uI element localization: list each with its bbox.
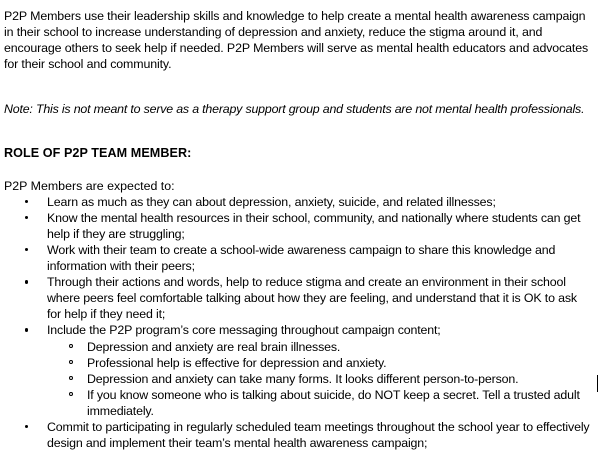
list-item (4, 242, 594, 274)
note-spacer (4, 129, 594, 145)
note-paragraph: Note: This is not meant to serve as a therapy support group and students are not mental health professionals. (4, 101, 585, 116)
sub-list-item-text: If you know someone who is talking about suicide, do NOT keep a secret. Tell a trusted adult immediately. (87, 387, 580, 418)
sub-list-item (47, 387, 594, 419)
list-item (4, 194, 594, 210)
bullet-circle-icon (69, 360, 73, 364)
heading-spacer (4, 162, 594, 178)
paragraph-spacer (4, 72, 594, 88)
bullet-disc-icon (25, 280, 28, 283)
intro-paragraph: P2P Members use their leadership skills and knowledge to help create a mental health awareness campaign in their school to increase understanding of depression and anxiety, reduce the stigma around it, and encourage others to seek help if needed. P2P Members will serve as mental health educators and advocates for their school and community. (4, 9, 589, 72)
list-item-text: Learn as much as they can about depression, anxiety, suicide, and related illnesses; (47, 194, 496, 209)
list-item-text: Know the mental health resources in their school, community, and nationally where students can get help if they are struggling; (47, 210, 581, 241)
list-item (4, 419, 594, 451)
bullet-disc-icon (25, 328, 28, 331)
bullet-circle-icon (69, 376, 73, 380)
bullet-disc-icon (25, 248, 28, 251)
bullet-disc-icon (25, 216, 28, 219)
list-item (4, 322, 594, 419)
responsibilities-list (4, 194, 594, 451)
sub-list-item (47, 355, 594, 371)
list-lead-in: P2P Members are expected to: (4, 178, 175, 193)
list-item-text: Through their actions and words, help to reduce stigma and create an environment in their school where peers feel comfortable talking about how they are feeling, and understand that it is OK to ask for help if they need it; (47, 275, 577, 322)
list-item (4, 210, 594, 242)
sub-list-item (47, 339, 594, 355)
sub-list-item (47, 371, 594, 387)
bullet-disc-icon (25, 425, 28, 428)
sub-list-item-text: Professional help is effective for depression and anxiety. (87, 355, 387, 370)
list-item-text: Work with their team to create a school-wide awareness campaign to share this knowledge and information with their peers; (47, 243, 556, 274)
list-item-text: Commit to participating in regularly scheduled team meetings throughout the school year to effectively design and implement their team’s mental health awareness campaign; (47, 420, 590, 451)
sub-list-item-text: Depression and anxiety can take many forms. It looks different person-to-person. (87, 371, 519, 386)
bullet-circle-icon (69, 392, 73, 396)
bullet-disc-icon (25, 200, 28, 203)
core-messaging-sublist (47, 339, 594, 419)
sub-list-item-text: Depression and anxiety are real brain illnesses. (87, 339, 341, 354)
bullet-circle-icon (69, 344, 73, 348)
list-item (4, 274, 594, 322)
text-cursor-caret[interactable] (597, 375, 598, 392)
section-heading-role-of-p2p-team-member: ROLE OF P2P TEAM MEMBER: (4, 146, 192, 161)
list-item-text: Include the P2P program’s core messaging throughout campaign content; (47, 323, 441, 338)
